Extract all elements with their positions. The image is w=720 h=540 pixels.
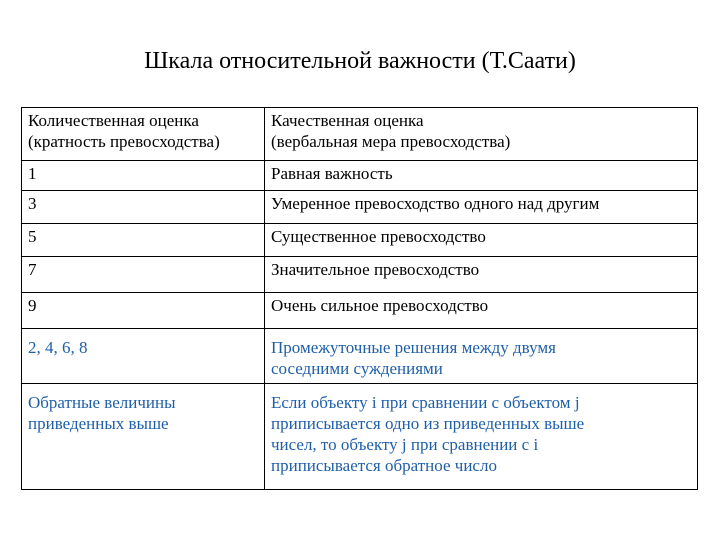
reciprocal-desc-line1: Если объекту i при сравнении с объектом j	[271, 393, 580, 412]
table-row	[22, 161, 698, 191]
score-cell: 1	[22, 161, 265, 191]
header-quantitative-line2: (кратность превосходства)	[28, 132, 220, 151]
score-cell-intermediate: 2, 4, 6, 8	[22, 329, 265, 384]
page-title: Шкала относительной важности (Т.Саати)	[144, 48, 576, 74]
table-row	[22, 191, 698, 224]
reciprocal-desc-line2: приписывается одно из приведенных выше	[271, 414, 585, 433]
intermediate-line1: Промежуточные решения между двумя	[271, 338, 556, 357]
header-qualitative	[265, 108, 698, 161]
description-cell: Равная важность	[265, 161, 698, 191]
score-cell: 3	[22, 191, 265, 224]
table-row	[22, 257, 698, 293]
description-cell-intermediate	[265, 329, 698, 384]
reciprocal-score-line1: Обратные величины	[28, 393, 176, 412]
table-row	[22, 293, 698, 329]
table-row-intermediate	[22, 329, 698, 384]
reciprocal-desc-line3: чисел, то объекту j при сравнении с i	[271, 435, 539, 454]
reciprocal-desc-line4: приписывается обратное число	[271, 456, 497, 475]
table-row-reciprocal	[22, 384, 698, 490]
score-cell-reciprocal	[22, 384, 265, 490]
table-row	[22, 224, 698, 257]
saaty-scale-table	[21, 107, 698, 490]
description-cell: Значительное превосходство	[265, 257, 698, 293]
table-header-row	[22, 108, 698, 161]
description-cell: Существенное превосходство	[265, 224, 698, 257]
description-cell: Очень сильное превосходство	[265, 293, 698, 329]
score-cell: 9	[22, 293, 265, 329]
score-cell: 5	[22, 224, 265, 257]
header-quantitative	[22, 108, 265, 161]
description-cell-reciprocal	[265, 384, 698, 490]
header-quantitative-line1: Количественная оценка	[28, 111, 199, 130]
intermediate-line2: соседними суждениями	[271, 359, 443, 378]
header-qualitative-line1: Качественная оценка	[271, 111, 424, 130]
header-qualitative-line2: (вербальная мера превосходства)	[271, 132, 511, 151]
reciprocal-score-line2: приведенных выше	[28, 414, 169, 433]
score-cell: 7	[22, 257, 265, 293]
description-cell: Умеренное превосходство одного над другим	[265, 191, 698, 224]
